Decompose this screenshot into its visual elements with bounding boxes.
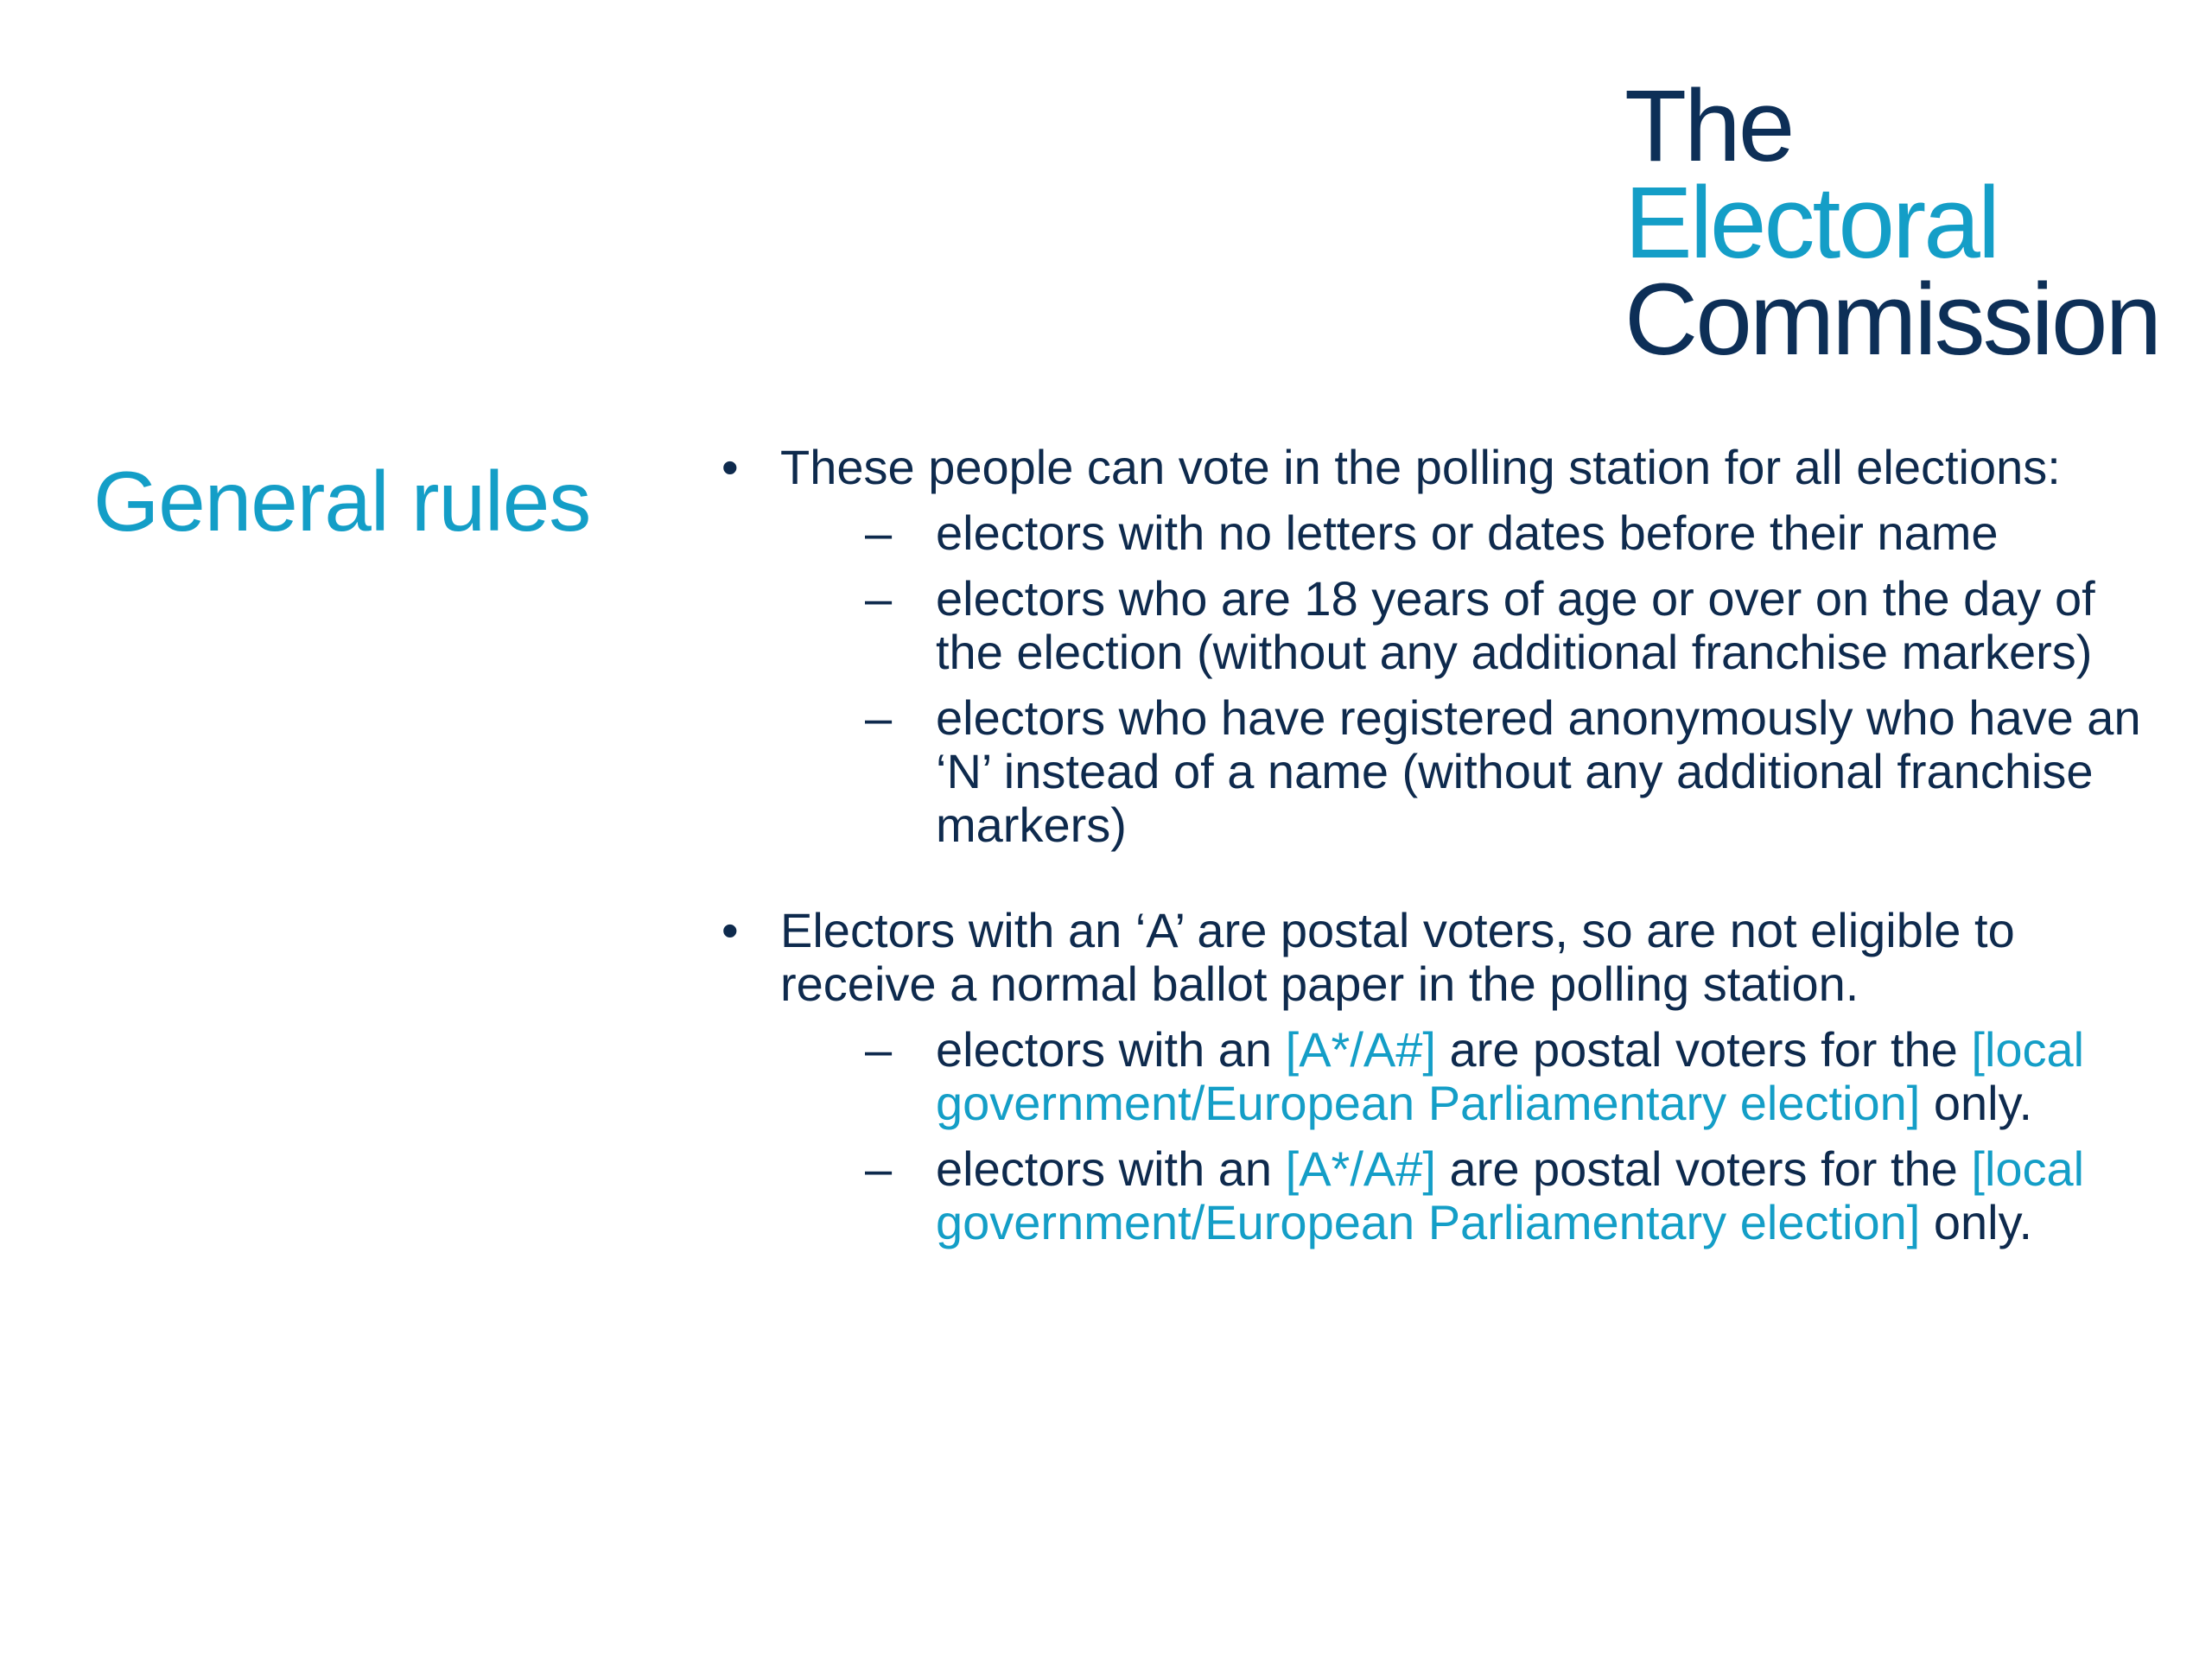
sub-item-text-part: electors with an [936,1022,1286,1077]
dash-marker: – [865,1022,893,1077]
logo-line-commission: Commission [1624,263,2160,377]
electoral-commission-logo [1624,69,2160,377]
election-placeholder: [local government/European Parliamentary election] [936,1022,2085,1130]
bullet-item-postal-voters [721,904,2156,1249]
sub-item-text-part: only. [1920,1076,2033,1130]
sub-item-text-part: only. [1920,1195,2033,1249]
sub-item-text-part: electors with an [936,1141,1286,1196]
sub-item-text [936,1141,2084,1249]
sub-item-text-part: are postal voters for the [1435,1022,1972,1077]
sub-list [780,506,2156,852]
sub-item-text [936,1022,2084,1130]
sub-item-text: electors with no letters or dates before their name [936,505,1999,560]
dash-marker: – [865,505,893,560]
bullet-marker: • [721,440,739,494]
logo-line-the: The [1624,69,1793,183]
section-title: General rules [93,454,591,549]
sub-item [780,506,2156,560]
marker-placeholder: [A*/A#] [1285,1141,1436,1196]
bullet-item-vote-in-polling-station [721,441,2156,852]
sub-list [780,1023,2156,1249]
bullet-text: Electors with an ‘A’ are postal voters, so are not eligible to receive a normal ballot paper in the polling station. [780,903,2015,1011]
rules-content [721,441,2156,1249]
sub-item-text: electors who are 18 years of age or over on the day of the election (without any additional franchise markers) [936,571,2095,679]
dash-marker: – [865,690,893,745]
sub-item [780,1023,2156,1130]
dash-marker: – [865,571,893,626]
logo-line-electoral: Electoral [1624,166,1999,280]
dash-marker: – [865,1141,893,1196]
bullet-marker: • [721,903,739,957]
marker-placeholder: [A*/A#] [1285,1022,1436,1077]
election-placeholder: [local government/European Parliamentary election] [936,1141,2085,1249]
sub-item [780,691,2156,852]
sub-item-text: electors who have registered anonymously who have an ‘N’ instead of a name (without any additional franchise markers) [936,690,2141,852]
sub-item [780,1142,2156,1249]
sub-item-text-part: are postal voters for the [1435,1141,1972,1196]
bullet-text: These people can vote in the polling station for all elections: [780,440,2061,494]
sub-item [780,572,2156,679]
